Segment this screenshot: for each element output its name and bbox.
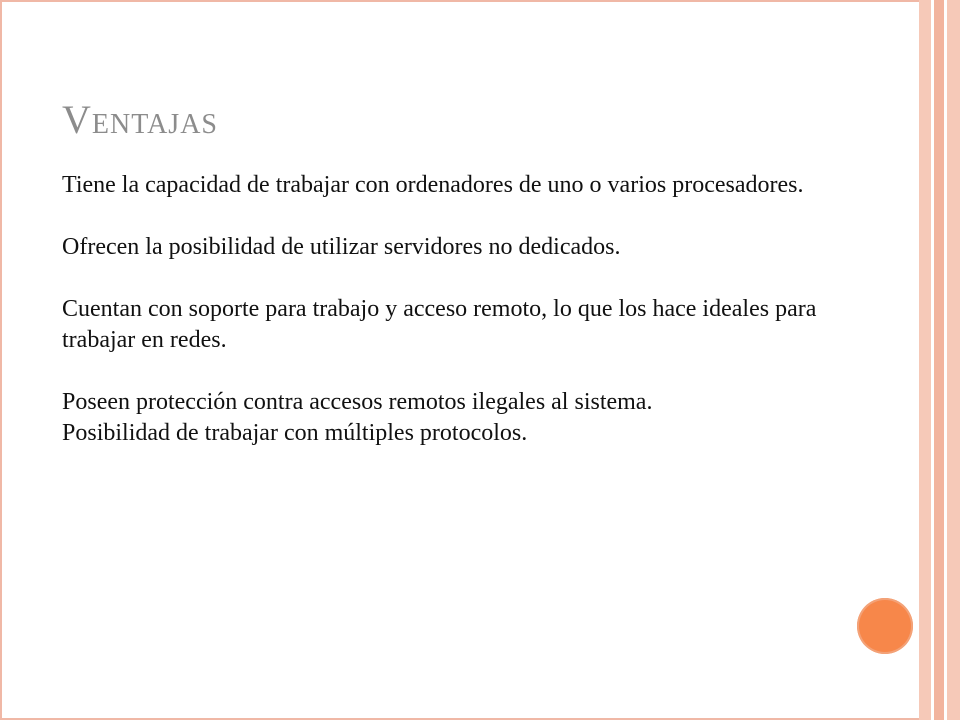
right-stripe-5 [947, 0, 960, 720]
slide-body [62, 170, 852, 449]
paragraph-spacer [62, 263, 852, 294]
paragraph-5: Posibilidad de trabajar con múltiples protocolos. [62, 420, 528, 446]
paragraph-spacer [62, 356, 852, 387]
paragraph-1: Tiene la capacidad de trabajar con ordenadores de uno o varios procesadores. [62, 172, 804, 198]
slide-title: Ventajas [62, 97, 218, 142]
paragraph-4: Poseen protección contra accesos remotos ilegales al sistema. [62, 389, 653, 415]
paragraph-2: Ofrecen la posibilidad de utilizar servidores no dedicados. [62, 234, 621, 260]
paragraph-spacer [62, 201, 852, 232]
right-stripe-1 [919, 0, 931, 720]
right-stripe-3 [934, 0, 944, 720]
paragraph-3: Cuentan con soporte para trabajo y acceso remoto, lo que los hace ideales para trabajar en redes. [62, 296, 817, 353]
decorative-circle [857, 598, 913, 654]
